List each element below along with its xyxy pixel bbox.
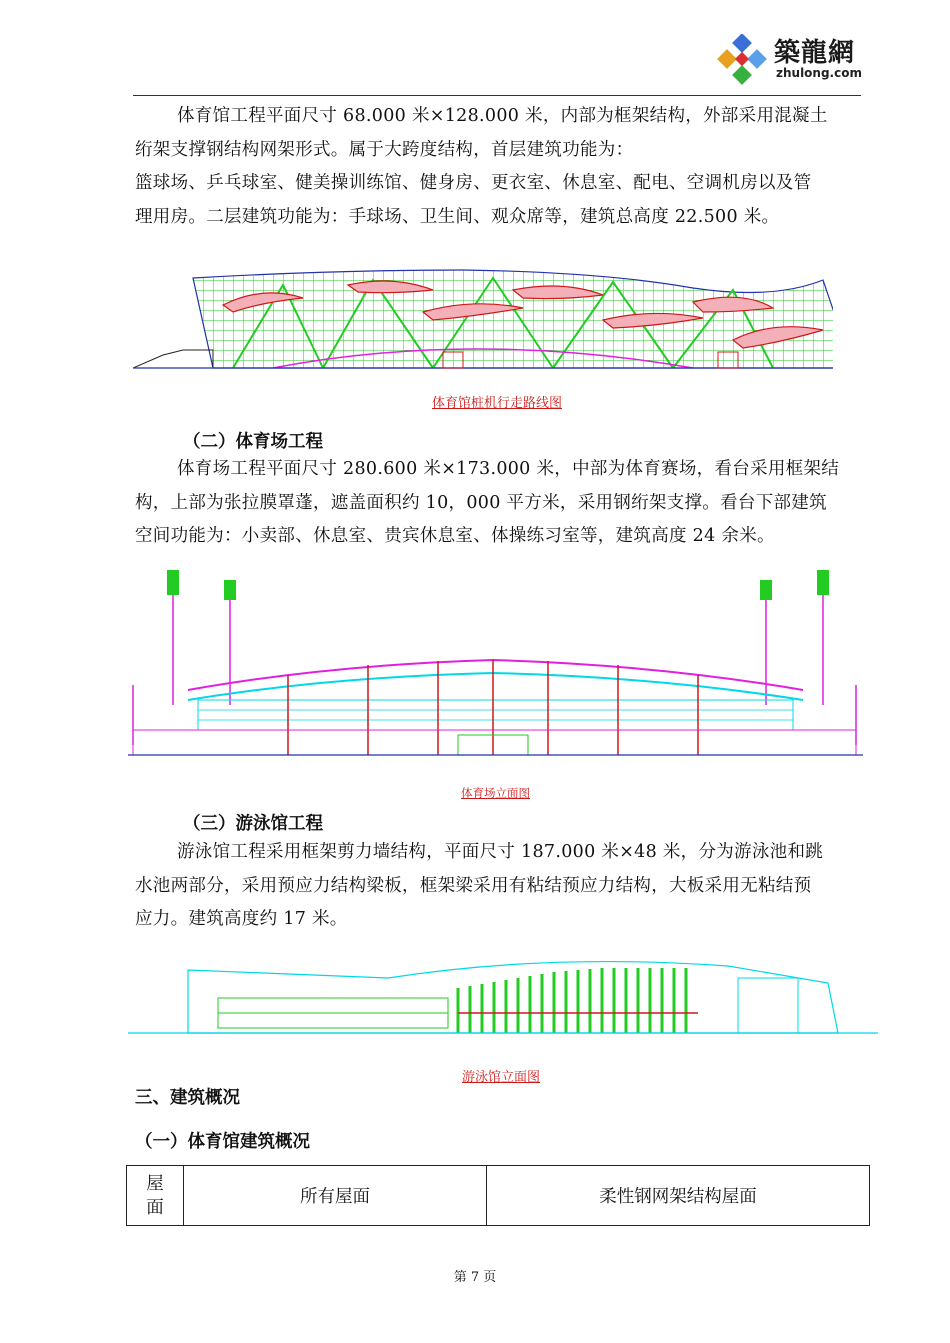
gym-line-4: 理用房。二层建筑功能为：手球场、卫生间、观众席等，建筑总高度 22.500 米。: [135, 206, 780, 227]
pool-elevation-drawing: [128, 958, 878, 1043]
table-cell-roof: [127, 1166, 184, 1226]
stadium-line-3: 空间功能为：小卖部、休息室、贵宾休息室、体操练习室等，建筑高度 24 余米。: [135, 526, 775, 546]
stadium-line-1: 体育场工程平面尺寸 280.600 米×173.000 米，中部为体育赛场，看台采用框架结: [177, 459, 840, 479]
gym-paragraph: [135, 100, 863, 234]
gym-elevation-drawing: [133, 260, 833, 375]
gym-overview-table: [126, 1165, 870, 1226]
header-rule: [133, 95, 861, 96]
table-cell-roof-text: 屋面: [146, 1173, 164, 1218]
pool-caption: 游泳馆立面图: [462, 1070, 541, 1085]
gym-line-3: 篮球场、乒乓球室、健美操训练馆、健身房、更衣室、休息室、配电、空调机房以及管: [135, 173, 812, 193]
stadium-caption: 体育场立面图: [461, 786, 530, 800]
gym-line-1: 体育馆工程平面尺寸 68.000 米×128.000 米，内部为框架结构，外部采用混凝土: [177, 106, 828, 126]
table-cell-roof-type: 柔性钢网架结构屋面: [487, 1166, 870, 1226]
gym-overview-subheading: （一）体育馆建筑概况: [135, 1132, 310, 1152]
pool-line-1: 游泳馆工程采用框架剪力墙结构，平面尺寸 187.000 米×48 米，分为游泳池和跳: [177, 842, 824, 862]
stadium-heading: （二）体育场工程: [183, 432, 323, 452]
pool-heading: （三）游泳馆工程: [183, 814, 323, 834]
table-row: [127, 1166, 870, 1226]
logo-english-text: zhulong.com: [776, 66, 862, 80]
table-cell-all-roofs: 所有屋面: [184, 1166, 487, 1226]
pool-paragraph: [135, 836, 863, 937]
pool-line-2: 水池两部分，采用预应力结构梁板，框架梁采用有粘结预应力结构，大板采用无粘结预: [135, 875, 812, 896]
gym-caption: 体育馆桩机行走路线图: [432, 396, 563, 411]
stadium-paragraph: [135, 453, 863, 554]
gym-line-2: 绗架支撑钢结构网架形式。属于大跨度结构，首层建筑功能为：: [135, 139, 634, 160]
logo-chinese-text: 築龍網: [774, 38, 856, 68]
zhulong-logo: [716, 28, 866, 90]
zhulong-logo-icon: [716, 34, 768, 86]
stadium-line-2: 构，上部为张拉膜罩蓬，遮盖面积约 10，000 平方米，采用钢绗架支撑。看台下部建筑: [135, 492, 827, 513]
page-number: 第 7 页: [453, 1270, 497, 1285]
stadium-elevation-drawing: [128, 565, 863, 775]
overview-heading: 三、建筑概况: [135, 1088, 240, 1108]
pool-line-3: 应力。建筑高度约 17 米。: [135, 909, 348, 929]
